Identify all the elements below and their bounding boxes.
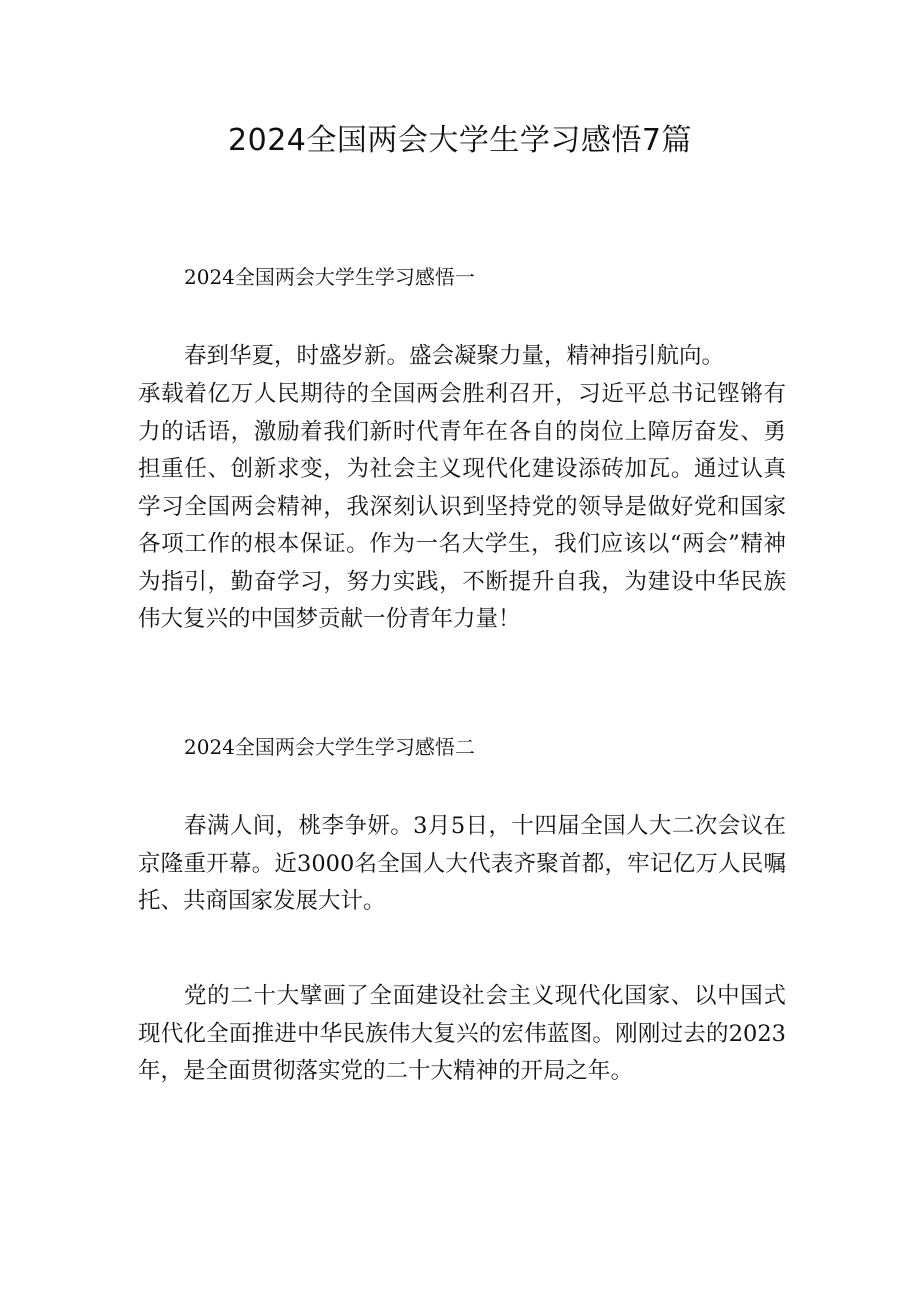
document-title: 2024全国两会大学生学习感悟7篇 [228, 123, 692, 158]
section-1-paragraph-2: 承载着亿万人民期待的全国两会胜利召开，习近平总书记铿锵有力的话语，激励着我们新时代青年在各自的岗位上障厉奋发、勇担重任、创新求变，为社会主义现代化建设添砖加瓦。通过认真学习全国两会精神，我深刻认识到坚持党的领导是做好党和国家各项工作的根本保证。作为一名大学生，我们应该以“两会”精神为指引，勤奋学习，努力实践，不断提升自我，为建设中华民族伟大复兴的中国梦贡献一份青年力量！ [138, 381, 786, 632]
section-1-paragraph-1: 春到华夏，时盛岁新。盛会凝聚力量，精神指引航向。 [184, 343, 725, 369]
section-heading-2: 2024全国两会大学生学习感悟二 [184, 735, 475, 759]
section-2-paragraph-1: 春满人间，桃李争妍。3月5日，十四届全国人大二次会议在京隆重开幕。近3000名全国人大代表齐聚首都，牢记亿万人民嘱托、共商国家发展大计。 [138, 813, 786, 914]
section-heading-1: 2024全国两会大学生学习感悟一 [184, 265, 475, 289]
section-2-paragraph-2: 党的二十大擘画了全面建设社会主义现代化国家、以中国式现代化全面推进中华民族伟大复兴的宏伟蓝图。刚刚过去的2023年，是全面贯彻落实党的二十大精神的开局之年。 [138, 983, 786, 1084]
